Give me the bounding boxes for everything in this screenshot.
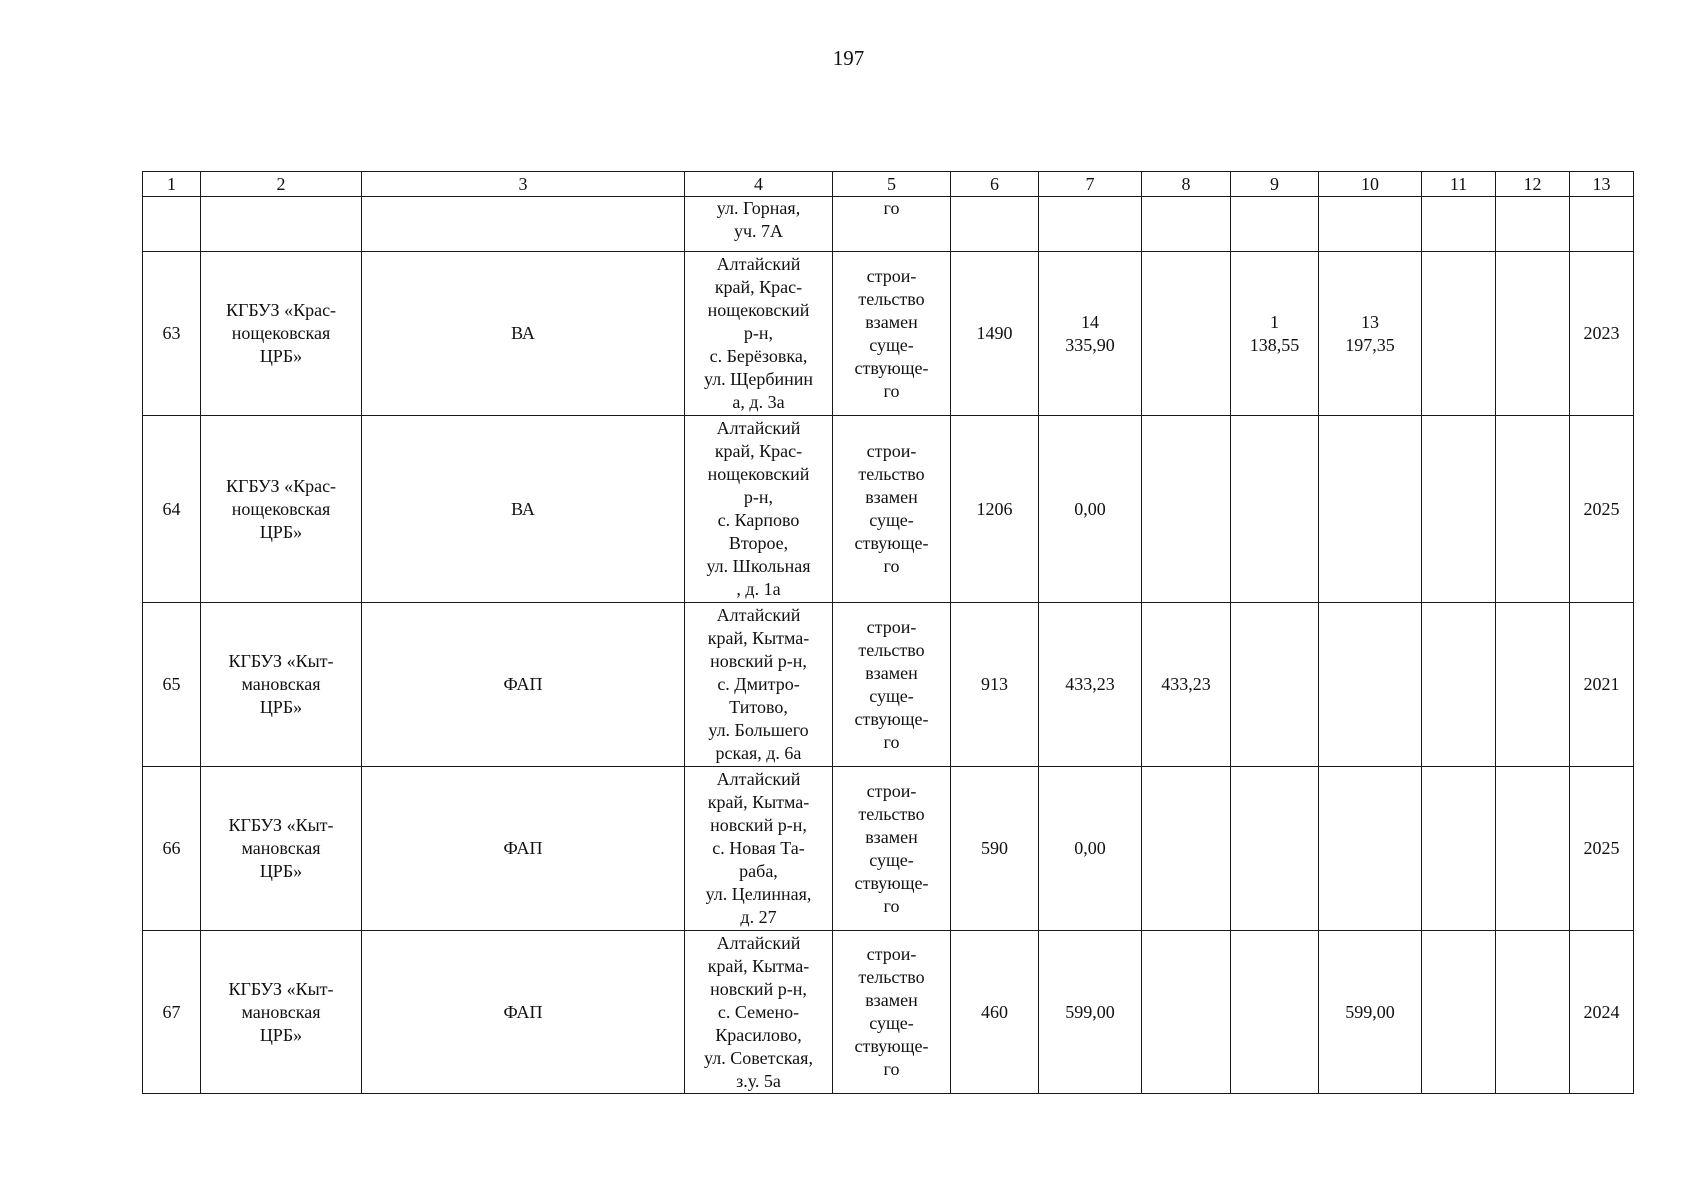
table-cell	[1496, 767, 1570, 931]
header-cell: 6	[951, 172, 1039, 197]
table-cell: 65	[143, 603, 201, 767]
table-row	[143, 252, 1634, 416]
table-cell	[1231, 931, 1319, 1094]
table-cell	[1422, 416, 1496, 603]
table-cell: 599,00	[1319, 931, 1422, 1094]
table-cell: КГБУЗ «Кыт- мановская ЦРБ»	[201, 931, 362, 1094]
table-cell: 13 197,35	[1319, 252, 1422, 416]
table-cell: ФАП	[362, 767, 685, 931]
table-cell	[1422, 603, 1496, 767]
table-cell	[1496, 416, 1570, 603]
table-cell: строи- тельство взамен суще- ствующе- го	[833, 252, 951, 416]
header-cell: 2	[201, 172, 362, 197]
table-cell: 66	[143, 767, 201, 931]
table-cell	[1422, 252, 1496, 416]
table-cell	[1231, 767, 1319, 931]
header-cell: 7	[1039, 172, 1142, 197]
table-cell	[1422, 931, 1496, 1094]
table-cell: КГБУЗ «Кыт- мановская ЦРБ»	[201, 603, 362, 767]
table-cell: 1490	[951, 252, 1039, 416]
table-cell: 2024	[1570, 931, 1634, 1094]
table-cell: 0,00	[1039, 767, 1142, 931]
table-cell	[1039, 197, 1142, 252]
table-cell	[1142, 252, 1231, 416]
table-cell	[1231, 416, 1319, 603]
header-cell: 12	[1496, 172, 1570, 197]
data-table	[142, 171, 1634, 1094]
table-row	[143, 603, 1634, 767]
table-cell	[1319, 603, 1422, 767]
header-cell: 5	[833, 172, 951, 197]
table-cell: ФАП	[362, 931, 685, 1094]
table-cell: 2023	[1570, 252, 1634, 416]
table-row	[143, 197, 1634, 252]
table-cell	[1142, 931, 1231, 1094]
table-cell: го	[833, 197, 951, 252]
table-cell: 2021	[1570, 603, 1634, 767]
table-cell: Алтайский край, Крас- нощековский р-н, с. Берёзовка, ул. Щербинин а, д. 3а	[685, 252, 833, 416]
table-cell	[1496, 931, 1570, 1094]
table-cell: 2025	[1570, 416, 1634, 603]
header-cell: 10	[1319, 172, 1422, 197]
page-number: 197	[832, 46, 865, 70]
table-cell	[1142, 767, 1231, 931]
table-cell: Алтайский край, Крас- нощековский р-н, с. Карпово Второе, ул. Школьная , д. 1а	[685, 416, 833, 603]
table-cell: 460	[951, 931, 1039, 1094]
table-cell: 1206	[951, 416, 1039, 603]
table-cell: КГБУЗ «Крас- нощековская ЦРБ»	[201, 416, 362, 603]
table-cell	[1422, 767, 1496, 931]
table-cell: 67	[143, 931, 201, 1094]
header-cell: 13	[1570, 172, 1634, 197]
table-cell	[1570, 197, 1634, 252]
header-cell: 9	[1231, 172, 1319, 197]
table-cell	[1319, 416, 1422, 603]
table-cell: КГБУЗ «Кыт- мановская ЦРБ»	[201, 767, 362, 931]
table-cell	[1231, 197, 1319, 252]
table-cell: 2025	[1570, 767, 1634, 931]
table-cell: 63	[143, 252, 201, 416]
table-cell: строи- тельство взамен суще- ствующе- го	[833, 767, 951, 931]
table-cell: 14 335,90	[1039, 252, 1142, 416]
table-cell	[1422, 197, 1496, 252]
table-cell: 913	[951, 603, 1039, 767]
table-cell: 599,00	[1039, 931, 1142, 1094]
table-cell	[143, 197, 201, 252]
table-cell	[1231, 603, 1319, 767]
table-cell	[362, 197, 685, 252]
table-cell: 590	[951, 767, 1039, 931]
table-cell	[1142, 197, 1231, 252]
header-cell: 3	[362, 172, 685, 197]
table-row	[143, 767, 1634, 931]
table-cell: строи- тельство взамен суще- ствующе- го	[833, 416, 951, 603]
table-cell: 1 138,55	[1231, 252, 1319, 416]
table-cell: ВА	[362, 252, 685, 416]
table-cell	[201, 197, 362, 252]
table-cell: КГБУЗ «Крас- нощековская ЦРБ»	[201, 252, 362, 416]
table-cell: строи- тельство взамен суще- ствующе- го	[833, 603, 951, 767]
table-row	[143, 416, 1634, 603]
table-cell	[1142, 416, 1231, 603]
table-cell: ВА	[362, 416, 685, 603]
table-cell: Алтайский край, Кытма- новский р-н, с. Семено- Красилово, ул. Советская, з.у. 5а	[685, 931, 833, 1094]
table-cell: 433,23	[1142, 603, 1231, 767]
table-cell: ул. Горная, уч. 7А	[685, 197, 833, 252]
table-cell	[1319, 767, 1422, 931]
table-cell: Алтайский край, Кытма- новский р-н, с. Новая Та- раба, ул. Целинная, д. 27	[685, 767, 833, 931]
table-cell: ФАП	[362, 603, 685, 767]
table-cell	[1319, 197, 1422, 252]
header-cell: 11	[1422, 172, 1496, 197]
table-cell	[951, 197, 1039, 252]
table-cell	[1496, 603, 1570, 767]
table-cell: 0,00	[1039, 416, 1142, 603]
header-cell: 1	[143, 172, 201, 197]
table-cell: Алтайский край, Кытма- новский р-н, с. Дмитро- Титово, ул. Большего рская, д. 6а	[685, 603, 833, 767]
header-cell: 8	[1142, 172, 1231, 197]
table-cell	[1496, 197, 1570, 252]
header-row	[143, 172, 1634, 197]
header-cell: 4	[685, 172, 833, 197]
table-cell: строи- тельство взамен суще- ствующе- го	[833, 931, 951, 1094]
table-cell: 64	[143, 416, 201, 603]
table-cell	[1496, 252, 1570, 416]
table-cell: 433,23	[1039, 603, 1142, 767]
table-row	[143, 931, 1634, 1094]
